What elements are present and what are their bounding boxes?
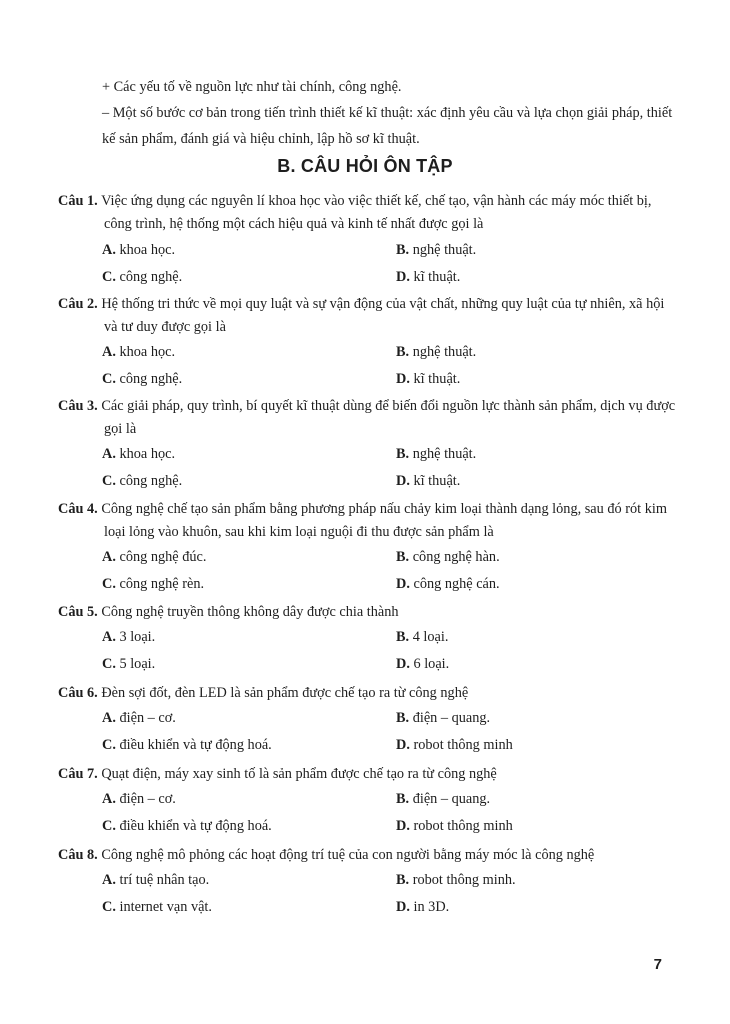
option-c: C. công nghệ. [102, 473, 183, 489]
option-a: A. khoa học. [102, 344, 176, 360]
option-d: D. robot thông minh [396, 737, 513, 753]
option-b: B. nghệ thuật. [396, 344, 477, 360]
option-c: C. công nghệ. [102, 269, 183, 285]
question-5 [58, 601, 678, 624]
question-text: Việc ứng dụng các nguyên lí khoa học vào việc thiết kế, chế tạo, vận hành các máy móc thiết bị, công trình, hệ thống một cách hiệu quả và kinh tế nhất được gọi là [101, 193, 652, 232]
question-text: Công nghệ mô phỏng các hoạt động trí tuệ của con người bằng máy móc là công nghệ [101, 847, 595, 863]
option-c: C. công nghệ rèn. [102, 576, 205, 592]
option-d: D. robot thông minh [396, 818, 513, 834]
question-text: Các giải pháp, quy trình, bí quyết kĩ thuật dùng để biến đổi nguồn lực thành sản phẩm, dịch vụ được gọi là [101, 398, 676, 437]
option-c: C. công nghệ. [102, 371, 183, 387]
option-c: C. 5 loại. [102, 656, 156, 672]
question-text: Hệ thống tri thức về mọi quy luật và sự vận động của vật chất, những quy luật của tự nhiên, xã hội và tư duy được gọi là [101, 296, 665, 335]
question-1 [58, 190, 678, 236]
option-d: D. kĩ thuật. [396, 371, 461, 387]
option-b: B. 4 loại. [396, 629, 449, 645]
option-c: C. điều khiển và tự động hoá. [102, 737, 272, 753]
question-label: Câu 7. [58, 766, 98, 782]
question-label: Câu 5. [58, 604, 98, 620]
option-a: A. 3 loại. [102, 629, 156, 645]
question-text: Công nghệ truyền thông không dây được chia thành [101, 604, 399, 620]
option-a: A. công nghệ đúc. [102, 549, 207, 565]
question-text: Quạt điện, máy xay sinh tố là sản phẩm được chế tạo ra từ công nghệ [101, 766, 497, 782]
section-title: B. CÂU HỎI ÔN TẬP [277, 156, 453, 176]
question-label: Câu 6. [58, 685, 98, 701]
option-b: B. công nghệ hàn. [396, 549, 500, 565]
question-text: Đèn sợi đốt, đèn LED là sản phẩm được chế tạo ra từ công nghệ [101, 685, 469, 701]
question-label: Câu 4. [58, 501, 98, 517]
option-a: A. khoa học. [102, 446, 176, 462]
option-d: D. 6 loại. [396, 656, 450, 672]
option-a: A. trí tuệ nhân tạo. [102, 872, 210, 888]
question-2 [58, 293, 678, 339]
option-d: D. kĩ thuật. [396, 473, 461, 489]
page-number: 7 [653, 956, 662, 973]
option-a: A. khoa học. [102, 242, 176, 258]
option-b: B. robot thông minh. [396, 872, 516, 888]
option-d: D. công nghệ cán. [396, 576, 500, 592]
question-4 [58, 498, 678, 544]
option-b: B. nghệ thuật. [396, 242, 477, 258]
option-b: B. điện – quang. [396, 710, 491, 726]
question-7 [58, 763, 678, 786]
question-text: Công nghệ chế tạo sản phẩm bằng phương pháp nấu chảy kim loại thành dạng lỏng, sau đó rót kim loại lỏng vào khuôn, sau khi kim loại nguội đi thu được sản phẩm là [101, 501, 667, 540]
question-label: Câu 3. [58, 398, 98, 414]
question-6 [58, 682, 678, 705]
option-c: C. điều khiển và tự động hoá. [102, 818, 272, 834]
option-c: C. internet vạn vật. [102, 899, 212, 915]
option-d: D. in 3D. [396, 899, 450, 915]
question-label: Câu 8. [58, 847, 98, 863]
option-a: A. điện – cơ. [102, 710, 176, 726]
option-b: B. điện – quang. [396, 791, 491, 807]
question-8 [58, 844, 678, 867]
option-b: B. nghệ thuật. [396, 446, 477, 462]
intro-line-1: + Các yếu tố về nguồn lực như tài chính, công nghệ. [102, 79, 402, 95]
intro-line-2: – Một số bước cơ bản trong tiến trình thiết kế kĩ thuật: xác định yêu cầu và lựa chọn giải pháp, thiết kế sản phẩm, đánh giá và hiệu chỉnh, lập hồ sơ kĩ thuật. [102, 105, 673, 147]
question-label: Câu 2. [58, 296, 98, 312]
question-label: Câu 1. [58, 193, 98, 209]
option-d: D. kĩ thuật. [396, 269, 461, 285]
question-3 [58, 395, 678, 441]
option-a: A. điện – cơ. [102, 791, 176, 807]
